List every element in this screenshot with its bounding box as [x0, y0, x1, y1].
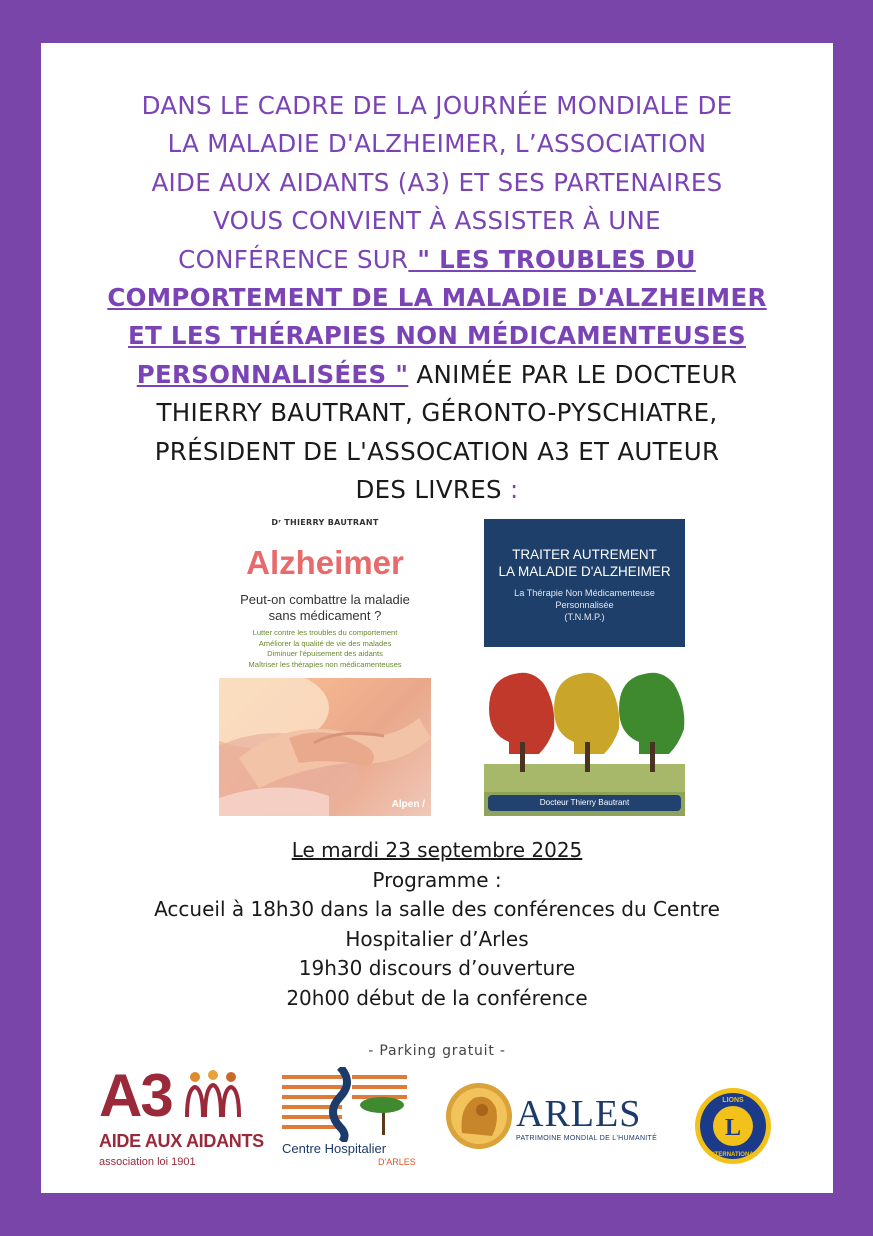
book1-bullet-list — [219, 628, 431, 670]
speaker-name: THIERRY BAUTRANT, GÉRONTO-PYSCHIATRE, — [156, 398, 718, 428]
a3-logo-mark: A3 — [99, 1062, 172, 1129]
book-cover-traiter-autrement — [484, 519, 685, 816]
book2-subtitle — [484, 587, 685, 623]
event-details — [41, 836, 833, 1013]
programme-heading: Programme : — [372, 867, 502, 892]
book1-author: Dʳ THIERRY BAUTRANT — [271, 518, 379, 527]
programme-welcome-line-2: Hospitalier d’Arles — [345, 926, 529, 951]
lions-bottom-text: INTERNATIONAL — [708, 1152, 758, 1158]
invitation-text — [41, 87, 833, 509]
book1-subtitle — [219, 592, 431, 624]
people-figures-icon — [181, 1067, 253, 1127]
hospital-stripes-icon — [282, 1067, 412, 1142]
programme-opening-speech: 19h30 discours d’ouverture — [298, 956, 576, 980]
lions-emblem-icon — [691, 1086, 775, 1166]
event-date: Le mardi 23 septembre 2025 — [291, 838, 583, 862]
book2-subtitle-line-1: La Thérapie Non Médicamenteuse — [514, 588, 655, 598]
book1-hands-photo — [219, 678, 431, 816]
programme-conference-start: 20h00 début de la conférence — [286, 985, 588, 1010]
speaker-intro: ANIMÉE PAR LE DOCTEUR — [408, 359, 738, 389]
book1-publisher: Alpen / — [391, 799, 425, 810]
book1-bullet: Lutter contre les troubles du comportement — [252, 628, 398, 637]
centre-hospitalier-name: Centre Hospitalier — [282, 1141, 387, 1156]
book2-author: Docteur Thierry Bautrant — [488, 795, 681, 811]
book2-trees-illustration — [484, 654, 685, 792]
book1-bullet: Maîtriser les thérapies non médicamenteuses — [248, 659, 402, 669]
parking-note: - Parking gratuit - — [368, 1043, 506, 1059]
book1-bullet: Diminuer l'épuisement des aidants — [267, 649, 383, 658]
a3-logo-name: AIDE AUX AIDANTS — [99, 1131, 264, 1151]
book2-title-line-1: TRAITER AUTREMENT — [512, 547, 657, 562]
books-colon: : — [501, 475, 519, 505]
hands-illustration — [219, 678, 431, 816]
book-cover-alzheimer — [219, 518, 431, 816]
book1-subtitle-line-1: Peut-on combattre la maladie — [240, 592, 410, 607]
lions-international-logo — [691, 1086, 775, 1166]
conference-title-part-2: COMPORTEMENT DE LA MALADIE D'ALZHEIMER — [107, 283, 767, 313]
programme-welcome-line-1: Accueil à 18h30 dans la salle des conférences du Centre — [154, 897, 720, 921]
book2-subtitle-line-2: Personnalisée — [555, 600, 614, 610]
speaker-role: PRÉSIDENT DE L'ASSOCATION A3 ET AUTEUR — [154, 436, 720, 466]
arles-subtitle: PATRIMOINE MONDIAL DE L'HUMANITÉ — [516, 1135, 658, 1142]
book1-title: Alzheimer — [246, 544, 404, 581]
intro-line-5: CONFÉRENCE SUR — [178, 244, 409, 274]
books-label: DES LIVRES — [355, 475, 502, 505]
book2-title-panel — [484, 519, 685, 647]
a3-logo — [99, 1061, 264, 1181]
a3-logo-subtitle: association loi 1901 — [99, 1156, 196, 1168]
book2-title — [484, 546, 685, 580]
book2-title-line-2: LA MALADIE D'ALZHEIMER — [498, 564, 671, 579]
arles-city-logo — [444, 1078, 659, 1163]
tree-heads-icon — [484, 654, 685, 792]
intro-line-2: LA MALADIE D'ALZHEIMER, L’ASSOCIATION — [167, 129, 707, 159]
intro-line-3: AIDE AUX AIDANTS (A3) ET SES PARTENAIRES — [151, 167, 723, 197]
arles-name: ARLES — [516, 1093, 642, 1135]
centre-hospitalier-city: D'ARLES — [378, 1157, 416, 1167]
conference-title-part-4: PERSONNALISÉES " — [136, 359, 409, 389]
conference-title-part-1: " LES TROUBLES DU — [408, 244, 696, 274]
centre-hospitalier-logo — [282, 1067, 416, 1170]
lion-emblem-icon — [444, 1078, 514, 1153]
conference-title-part-3: ET LES THÉRAPIES NON MÉDICAMENTEUSES — [128, 321, 746, 351]
intro-line-1: DANS LE CADRE DE LA JOURNÉE MONDIALE DE — [141, 91, 733, 120]
poster-page — [41, 43, 833, 1193]
lions-letter: L — [724, 1115, 742, 1141]
lions-top-text: LIONS — [722, 1097, 744, 1104]
book1-bullet: Améliorer la qualité de vie des malades — [258, 638, 392, 648]
book2-subtitle-line-3: (T.N.M.P.) — [564, 612, 605, 622]
book1-subtitle-line-2: sans médicament ? — [268, 608, 382, 623]
intro-line-4: VOUS CONVIENT À ASSISTER À UNE — [213, 206, 661, 236]
